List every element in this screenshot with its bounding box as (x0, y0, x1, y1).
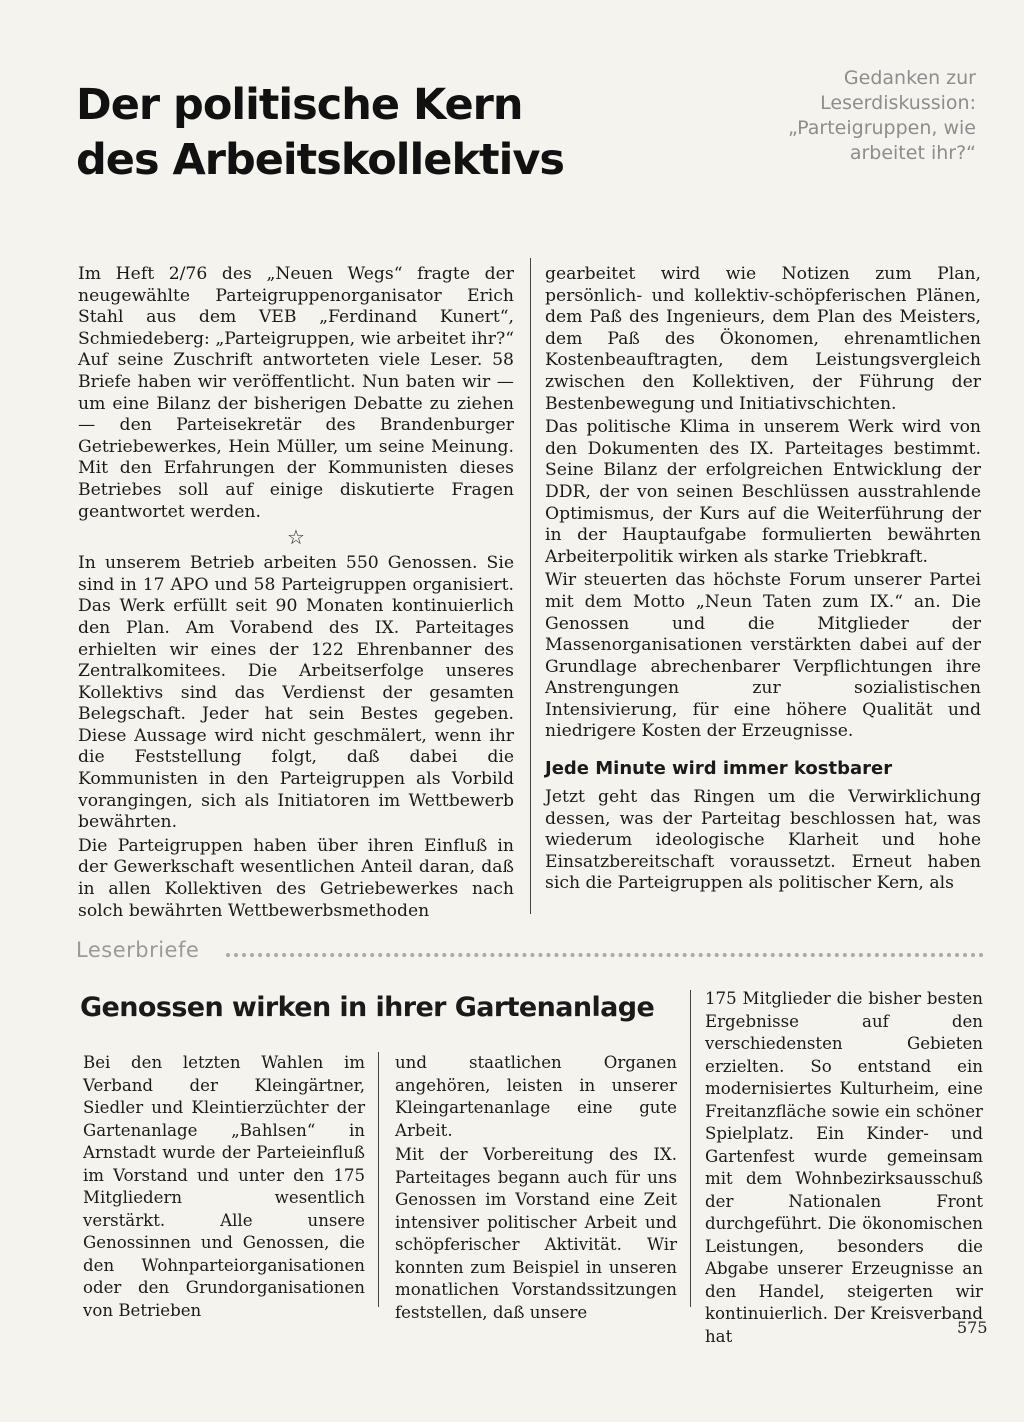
column-divider (530, 258, 531, 914)
paragraph: In unserem Betrieb arbeiten 550 Genossen. Sie sind in 17 APO und 58 Parteigruppen organisiert. Das Werk erfüllt seit 90 Monaten kontinuierlich den Plan. Am Vorabend des IX. Parteitages erhielten wir eines der 122 Ehrenbanner des Zentralkomitees. Die Arbeitserfolge unseres Kollektivs sind das Verdienst der gesamten Belegschaft. Jeder hat sein Bestes gegeben. Diese Aussage wird nicht geschmälert, wenn ihr die Feststellung folgt, daß dabei die Kommunisten in den Parteigruppen als Vorbild vorangingen, sich als Initiatoren im Wettbewerb bewährten. (78, 553, 514, 833)
paragraph: und staatlichen Organen angehören, leisten in unserer Kleingartenanlage eine gute Arbeit. (395, 1053, 677, 1140)
kicker: Gedanken zur Leserdiskussion: „Parteigruppen, wie arbeitet ihr?“ (788, 67, 976, 164)
paragraph: Mit der Vorbereitung des IX. Parteitages begann auch für uns Genossen im Vorstand eine Zeit intensiver politischer Arbeit und schöpferischer Aktivität. Wir konnten zum Beispiel in unseren monatlichen Vorstandssitzungen feststellen, daß unsere (395, 1145, 677, 1322)
paragraph: 175 Mitglieder die bisher besten Ergebnisse auf den verschiedensten Gebieten erzielten. So entstand ein modernisiertes Kulturheim, eine Freitanzfläche sowie ein schöner Spielplatz. Ein Kinder- und Gartenfest wurde gemeinsam mit dem Wohnbezirksausschuß der Nationalen Front durchgeführt. Die ökonomischen Leistungen, besonders die Abgabe unserer Erzeugnisse an den Handel, steigerten wir kontinuierlich. Der Kreisverband hat (705, 989, 983, 1346)
paragraph: Wir steuerten das höchste Forum unserer Partei mit dem Motto „Neun Taten zum IX.“ an. Die Genossen und die Mitglieder der Massenorganisationen verstärkten dabei auf der Grundlage abrechenbarer Verpflichtungen ihre Anstrengungen zur sozialistischen Intensivierung, für eine höhere Qualität und niedrigere Kosten der Erzeugnisse. (545, 570, 981, 742)
star-icon: ☆ (287, 525, 305, 550)
paragraph: Das politische Klima in unserem Werk wird von den Dokumenten des IX. Parteitages bestimmt. Seine Bilanz der erfolgreichen Entwicklung der DDR, der von seinen Beschlüssen ausstrahlende Optimismus, der Kurs auf die Weiterführung der in der Hauptaufgabe formulierten bewährten Arbeiterpolitik wirken als starke Triebkraft. (545, 417, 981, 567)
title-line-1: Der politische Kern (76, 80, 523, 130)
title-line-2: des Arbeitskollektivs (76, 135, 564, 185)
section-divider (226, 953, 984, 957)
paragraph: gearbeitet wird wie Notizen zum Plan, persönlich- und kollektiv-schöpferischen Plänen, dem Paß des Ingenieurs, dem Plan des Meisters, dem Paß des Ökonomen, ehrenamtlichen Kostenbeauftragten, dem Leistungsvergleich zwischen den Kollektiven, der Führung der Bestenbewegung und Initiativschichten. (545, 264, 981, 414)
article2-column-2 (395, 1052, 677, 1324)
page-number: 575 (957, 1318, 988, 1337)
paragraph: Bei den letzten Wahlen im Verband der Kleingärtner, Siedler und Kleintierzüchter der Gartenanlage „Bahlsen“ in Arnstadt wurde der Parteieinfluß im Vorstand und unter den 175 Mitgliedern wesentlich verstärkt. Alle unsere Genossinnen und Genossen, die den Wohnparteiorganisationen oder den Grundorganisationen von Betrieben (83, 1053, 365, 1320)
column-divider (378, 1052, 379, 1307)
article1-column-2 (545, 264, 981, 895)
page-title (76, 78, 636, 188)
column-divider (690, 990, 691, 1307)
article2-column-1 (83, 1052, 365, 1322)
section-label: Leserbriefe (76, 938, 200, 962)
article2-column-3 (705, 988, 983, 1348)
paragraph: Die Parteigruppen haben über ihren Einfluß in der Gewerkschaft wesentlichen Anteil daran, daß in allen Kollektiven des Getriebewerkes nach solch bewährten Wettbewerbsmethoden (78, 835, 514, 921)
paragraph: Jetzt geht das Ringen um die Verwirklichung dessen, was der Parteitag beschlossen hat, was wiederum ideologische Klarheit und hohe Einsatzbereitschaft voraussetzt. Erneut haben sich die Parteigruppen als politischer Kern, als (545, 787, 981, 894)
article-title: Genossen wirken in ihrer Gartenanlage (80, 992, 655, 1023)
article1-column-1 (78, 264, 514, 922)
paragraph: Im Heft 2/76 des „Neuen Wegs“ fragte der neugewählte Parteigruppenorganisator Erich Stahl aus dem VEB „Ferdinand Kunert“, Schmiedeberg: „Parteigruppen, wie arbeitet ihr?“ Auf seine Zuschrift antworteten viele Leser. 58 Briefe haben wir veröffentlicht. Nun baten wir — um eine Bilanz der bisherigen Debatte zu ziehen — den Parteisekretär des Brandenburger Getriebewerkes, Hein Müller, um seine Meinung. Mit den Erfahrungen der Kommunisten dieses Betriebes soll auf einige diskutierte Fragen geantwortet werden. (78, 264, 514, 522)
subheading: Jede Minute wird immer kostbarer (545, 758, 893, 780)
